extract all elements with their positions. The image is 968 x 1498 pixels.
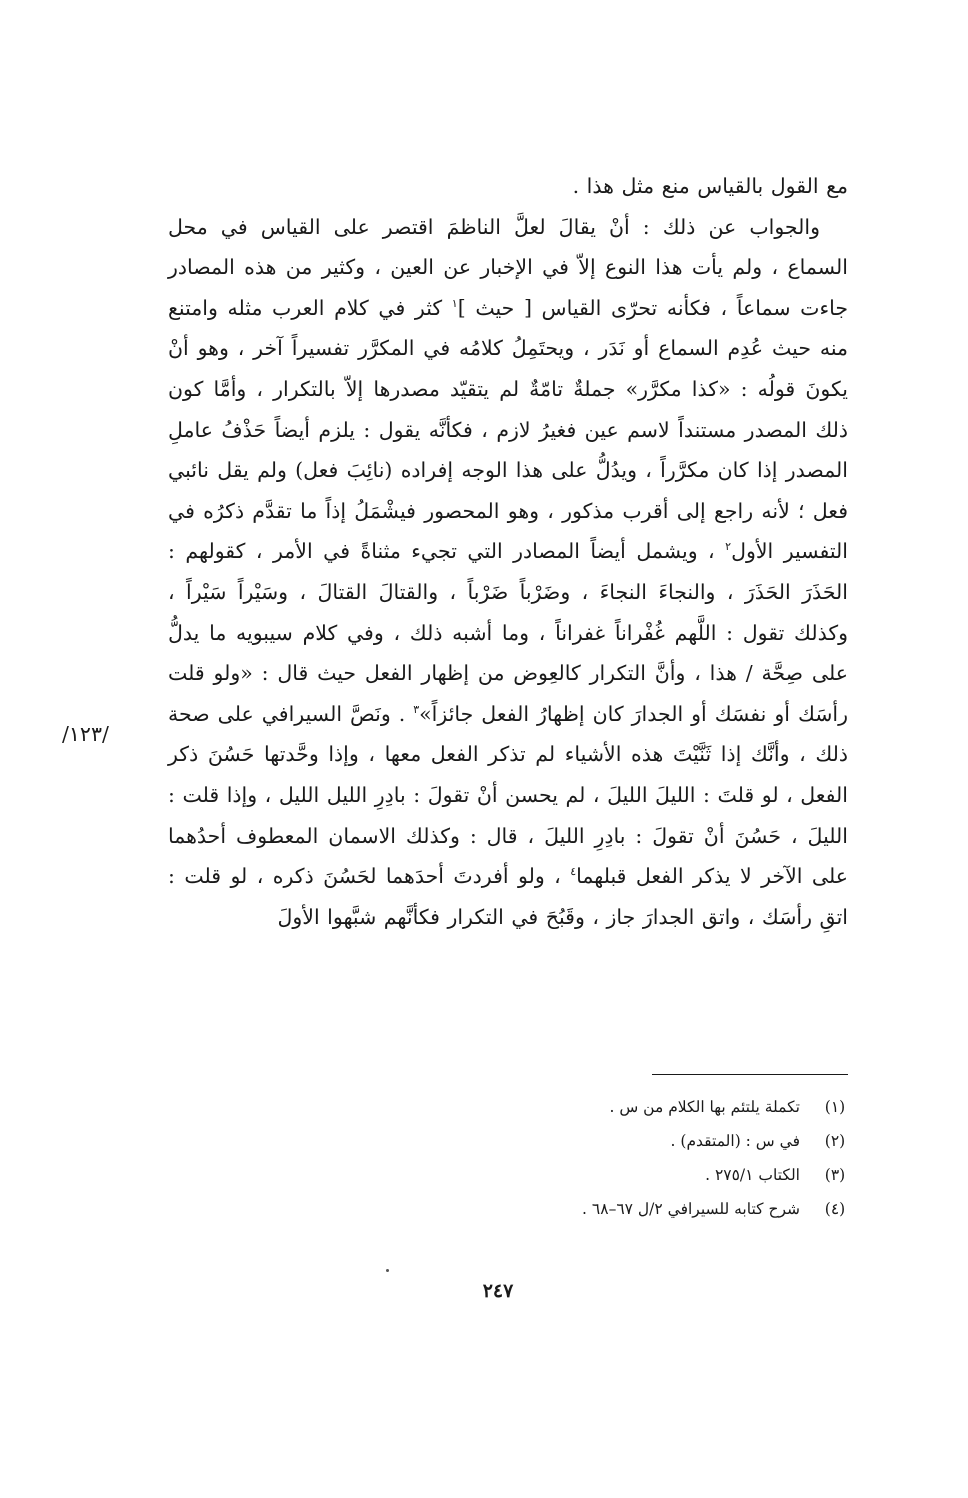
footnote-number: (٤) xyxy=(824,1200,846,1218)
paragraph-1 xyxy=(168,166,848,207)
footnote-item xyxy=(248,1192,848,1226)
paragraph-2-part-c: ، ويشمل أيضاً المصادر التي تجيء مثناةً في الأمر ، كقولهم : الحَذَرَ الحَذَرَ ، والنجاءَ النجاءَ ، وضَرْباً ضَرْباً ، والقتالَ القتالَ ، وسَيْراً سَيْراً ، وكذلك تقول : اللَّهم غُفْراناً غفراناً ، وما أشبه ذلك ، وفي كلام سيبويه ما يدلُّ على صِحَّة / هذا ، وأنَّ التكرار كالعِوض من إظهار الفعل حيث قال : «ولو قلت رأسَك أو نفسَك أو الجدارَ كان إظهارُ الفعل جائزاً» xyxy=(168,539,848,726)
footnote-separator xyxy=(652,1074,848,1075)
paragraph-2-part-d: . ونَصَّ السيرافي على صحة ذلك ، وأنَّك إذا ثَنَّيْتَ هذه الأشياء لم تذكر الفعل معها ، وإذا وحَّدتها حَسُنَ ذكر الفعل ، لو قلتَ : الليلَ الليلَ ، لم يحسن أنْ تقولَ : بادِرِ الليل الليل ، وإذا قلت : الليلَ ، حَسُنَ أنْ تقولَ : بادِرِ الليلَ ، قال : وكذلك الاسمان المعطوف أحدُهما على الآخر لا يذكر الفعل قبلهما xyxy=(168,701,848,889)
footnote-text: في س : (المتقدم) . xyxy=(670,1132,800,1150)
footnote-number: (٢) xyxy=(824,1132,846,1150)
footnote-ref-3: ٣ xyxy=(413,702,420,716)
footnote-item xyxy=(248,1158,848,1192)
paragraph-2 xyxy=(168,207,848,938)
paragraph-2-part-e: ، ولو أفردتَ أحدَهما لحَسُنَ ذكره ، لو قلت : اتقِ رأسَك ، واتق الجدارَ جاز ، وقَبُحَ في التكرار فكأنَّهم شبَّهوا الأولَ xyxy=(168,864,848,929)
main-text xyxy=(168,166,848,937)
page-number: ٢٤٧ xyxy=(482,1280,514,1302)
footnote-number: (١) xyxy=(824,1098,846,1116)
footnote-text: شرح كتابه للسيرافي ٢/ل ٦٧–٦٨ . xyxy=(582,1200,800,1218)
footnote-ref-2: ٢ xyxy=(725,540,732,554)
footnote-text: تكملة يلتئم بها الكلام من س . xyxy=(609,1098,800,1116)
footnote-item xyxy=(248,1124,848,1158)
footnote-ref-1: ١ xyxy=(451,296,458,310)
footnote-item xyxy=(248,1090,848,1124)
paragraph-1-text: مع القول بالقياس منع مثل هذا . xyxy=(572,174,848,198)
footnote-number: (٣) xyxy=(824,1166,846,1184)
paragraph-2-part-b: كثر في كلام العرب مثله وامتنع منه حيث عُدِم السماع أو نَدَر ، ويحتَمِلُ كلامُه في المكرَّر تفسيراً آخر ، وهو أنْ يكونَ قولُه : «كذا مكرَّر» جملةٌ تامّةٌ لم يتقيّد مصدرها إلاّ بالتكرار ، وأمَّا كون ذلك المصدر مستنداً لاسم عين فغيرُ لازم ، فكأنَّه يقول : يلزم أيضاً حَذْفُ عاملِ المصدر إذا كان مكرَّراً ، ويدُلُّ على هذا الوجه إفراده (نائِبَ فعل) ولم يقل نائبي فعل ؛ لأنه راجع إلى أقرب مذكور ، وهو المحصور فيشْمَلُ إذاً ما تقدَّم ذكرُه في التفسير الأول xyxy=(168,295,848,564)
footnote-text: الكتاب ٢٧٥/١ . xyxy=(705,1166,800,1184)
paragraph-2-part-a: والجواب عن ذلك : أنْ يقالَ لعلَّ الناظمَ اقتصر على القياس في محل السماع ، ولم يأت هذا النوع إلاّ في الإخبار عن العين ، وكثير من هذه المصادر جاءت سماعاً ، فكأنه تحرّى القياس [ حيث ] xyxy=(168,214,849,320)
manuscript-folio-marker: /١٢٣/ xyxy=(62,722,109,746)
footnotes xyxy=(248,1090,848,1226)
footnote-ref-4: ٤ xyxy=(570,865,577,879)
stray-dot xyxy=(386,1269,389,1272)
